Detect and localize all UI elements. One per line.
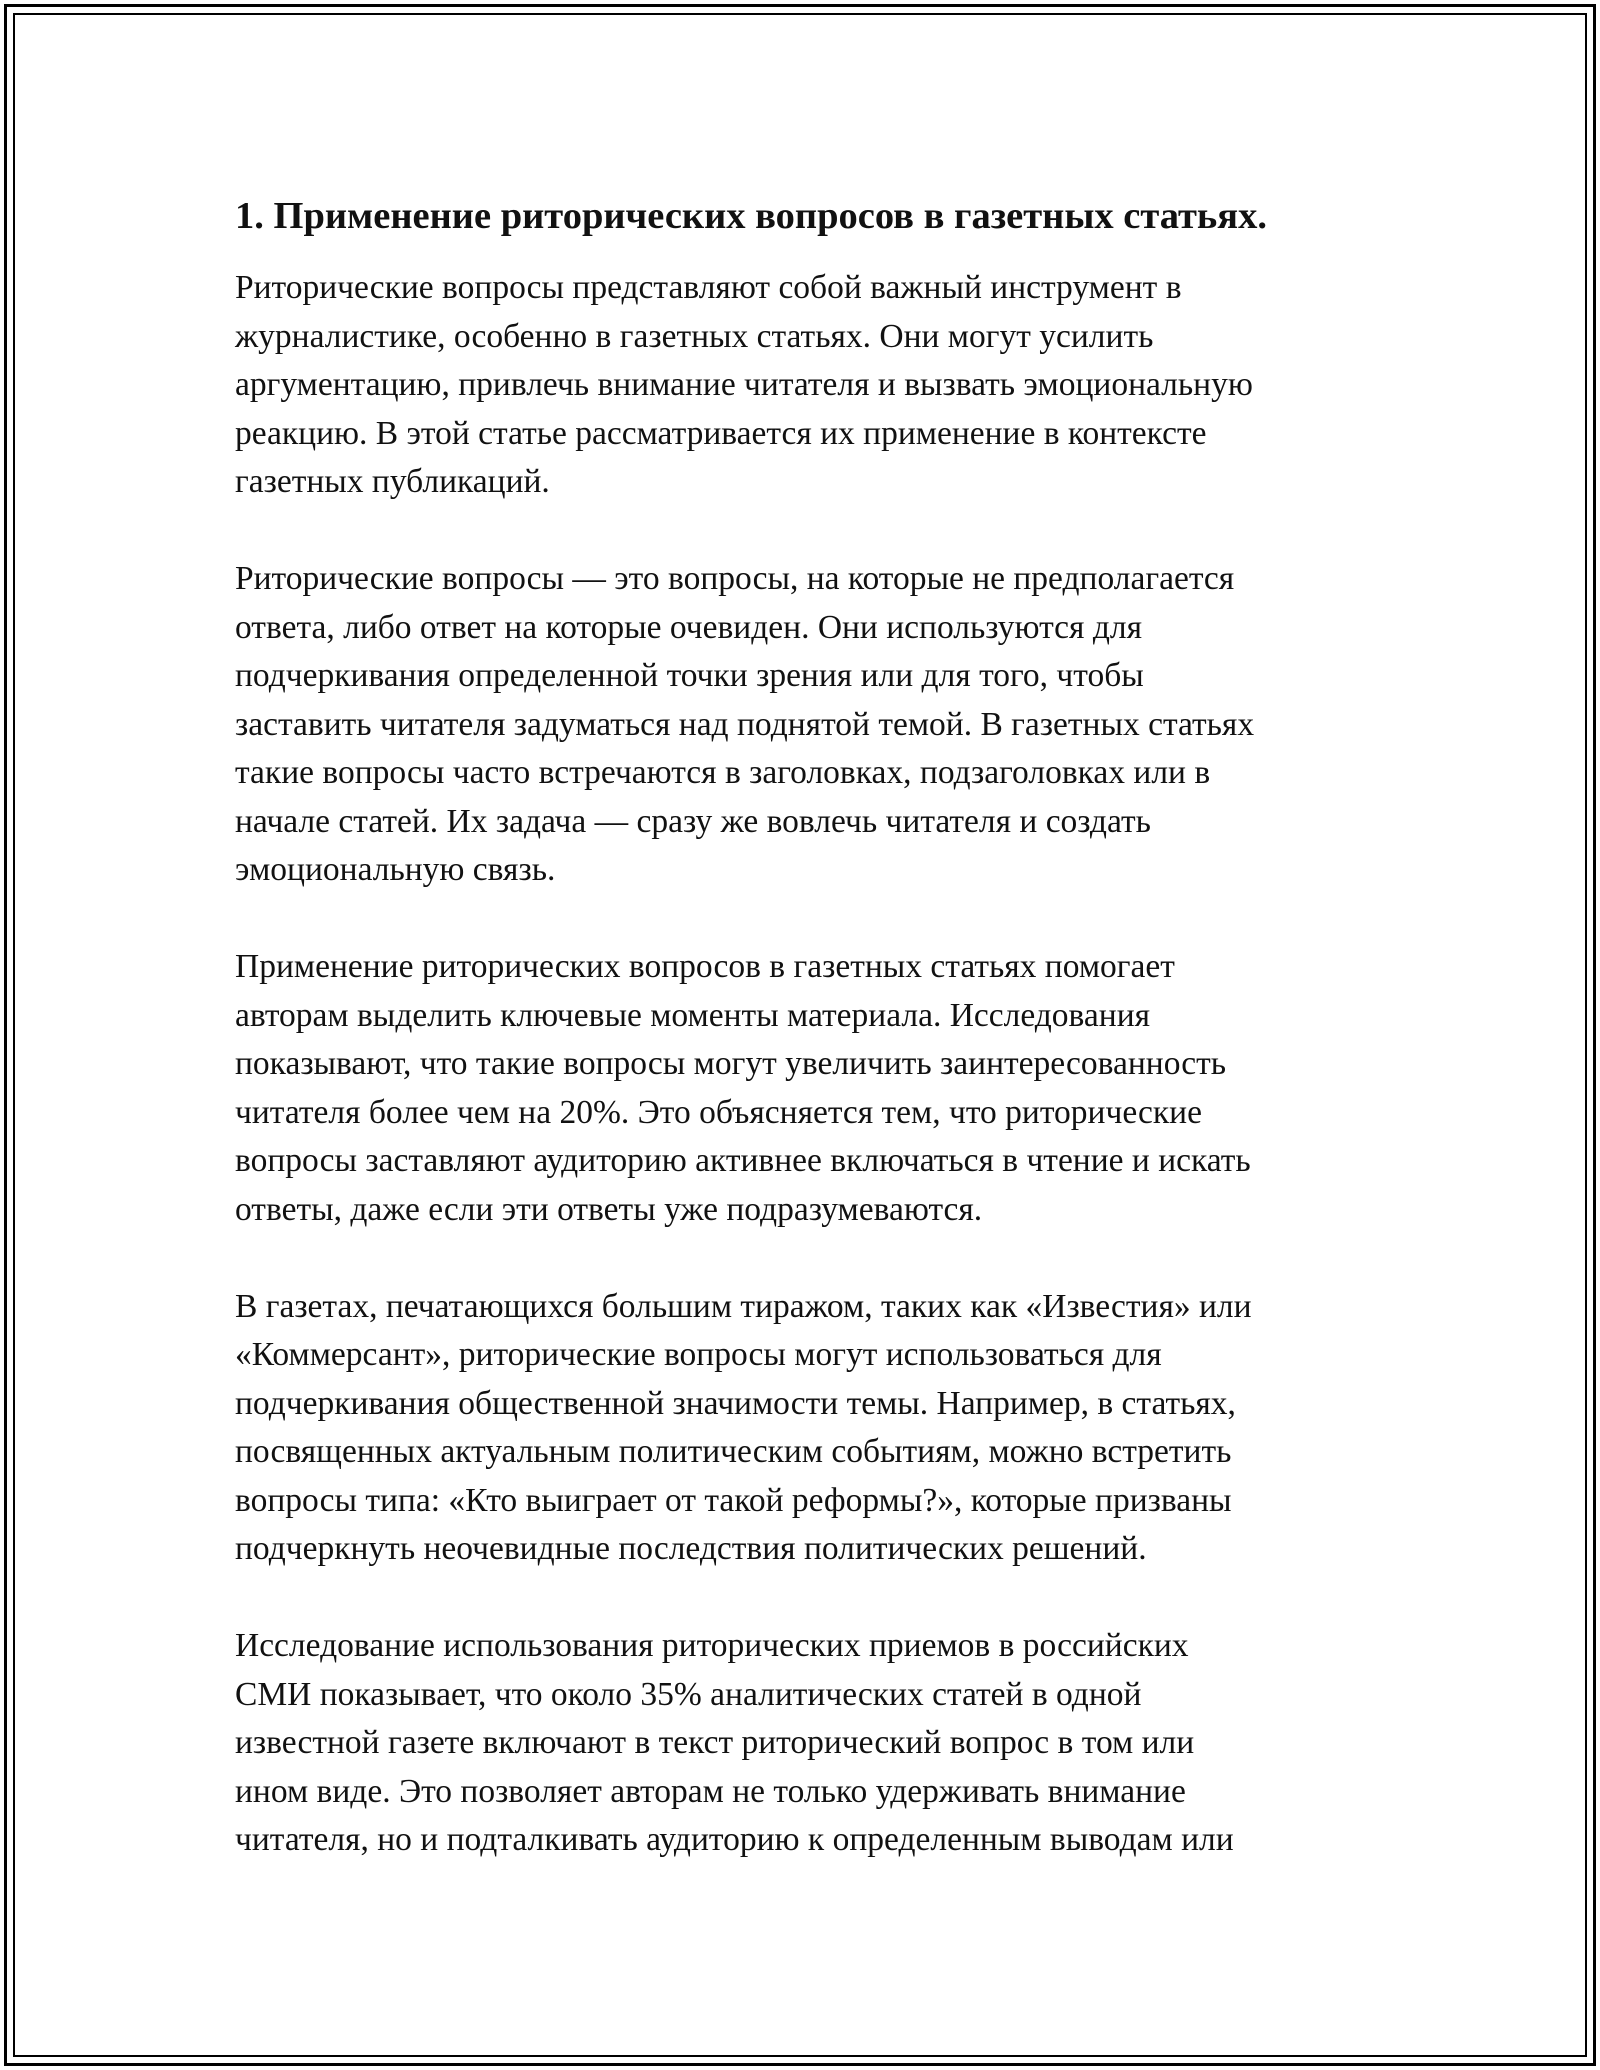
text-line: подчеркнуть неочевидные последствия политических решений. <box>235 1530 1147 1567</box>
text-line: посвященных актуальным политическим событиям, можно встретить <box>235 1433 1232 1470</box>
text-line: показывают, что такие вопросы могут увеличить заинтересованность <box>235 1045 1227 1082</box>
text-line: эмоциональную связь. <box>235 851 556 888</box>
text-line: Применение риторических вопросов в газетных статьях помогает <box>235 948 1175 985</box>
text-line: ином виде. Это позволяет авторам не только удерживать внимание <box>235 1772 1186 1810</box>
document-title: 1. Применение риторических вопросов в газетных статьях. <box>235 195 1267 237</box>
text-line: читателя, но и подталкивать аудиторию к определенным выводам или <box>235 1821 1234 1858</box>
text-line: журналистике, особенно в газетных статьях. Они могут усилить <box>235 317 1154 355</box>
text-line: подчеркивания определенной точки зрения или для того, чтобы <box>235 657 1144 694</box>
document-body <box>235 188 1375 1913</box>
text-line: Риторические вопросы представляют собой важный инструмент в <box>235 269 1182 306</box>
paragraph <box>235 555 1375 895</box>
paragraph <box>235 1622 1375 1865</box>
text-line: Риторические вопросы — это вопросы, на которые не предполагается <box>235 560 1235 597</box>
text-line: известной газете включают в текст риторический вопрос в том или <box>235 1724 1195 1761</box>
text-line: ответа, либо ответ на которые очевиден. Они используются для <box>235 608 1143 646</box>
text-line: СМИ показывает, что около 35% аналитических статей в одной <box>235 1675 1142 1713</box>
text-line: Исследование использования риторических приемов в российских <box>235 1627 1189 1664</box>
text-line: читателя более чем на 20%. Это объясняется тем, что риторические <box>235 1093 1202 1131</box>
text-line: начале статей. Их задача — сразу же вовлечь читателя и создать <box>235 802 1151 840</box>
text-line: авторам выделить ключевые моменты материала. Исследования <box>235 996 1151 1034</box>
paragraph <box>235 943 1375 1234</box>
text-line: подчеркивания общественной значимости темы. Например, в статьях, <box>235 1384 1236 1422</box>
paragraph <box>235 264 1375 507</box>
paragraph <box>235 1283 1375 1574</box>
text-line: такие вопросы часто встречаются в заголовках, подзаголовках или в <box>235 754 1211 791</box>
text-line: реакцию. В этой статье рассматривается их применение в контексте <box>235 414 1207 452</box>
text-line: вопросы заставляют аудиторию активнее включаться в чтение и искать <box>235 1142 1251 1179</box>
paragraph-list <box>235 264 1375 1865</box>
text-line: «Коммерсант», риторические вопросы могут использоваться для <box>235 1336 1162 1373</box>
text-line: В газетах, печатающихся большим тиражом, таких как «Известия» или <box>235 1287 1252 1325</box>
text-line: ответы, даже если эти ответы уже подразумеваются. <box>235 1190 983 1228</box>
text-line: вопросы типа: «Кто выиграет от такой реформы?», которые призваны <box>235 1481 1232 1519</box>
text-line: газетных публикаций. <box>235 463 550 500</box>
text-line: аргументацию, привлечь внимание читателя и вызвать эмоциональную <box>235 366 1253 403</box>
text-line: заставить читателя задуматься над поднятой темой. В газетных статьях <box>235 705 1255 743</box>
